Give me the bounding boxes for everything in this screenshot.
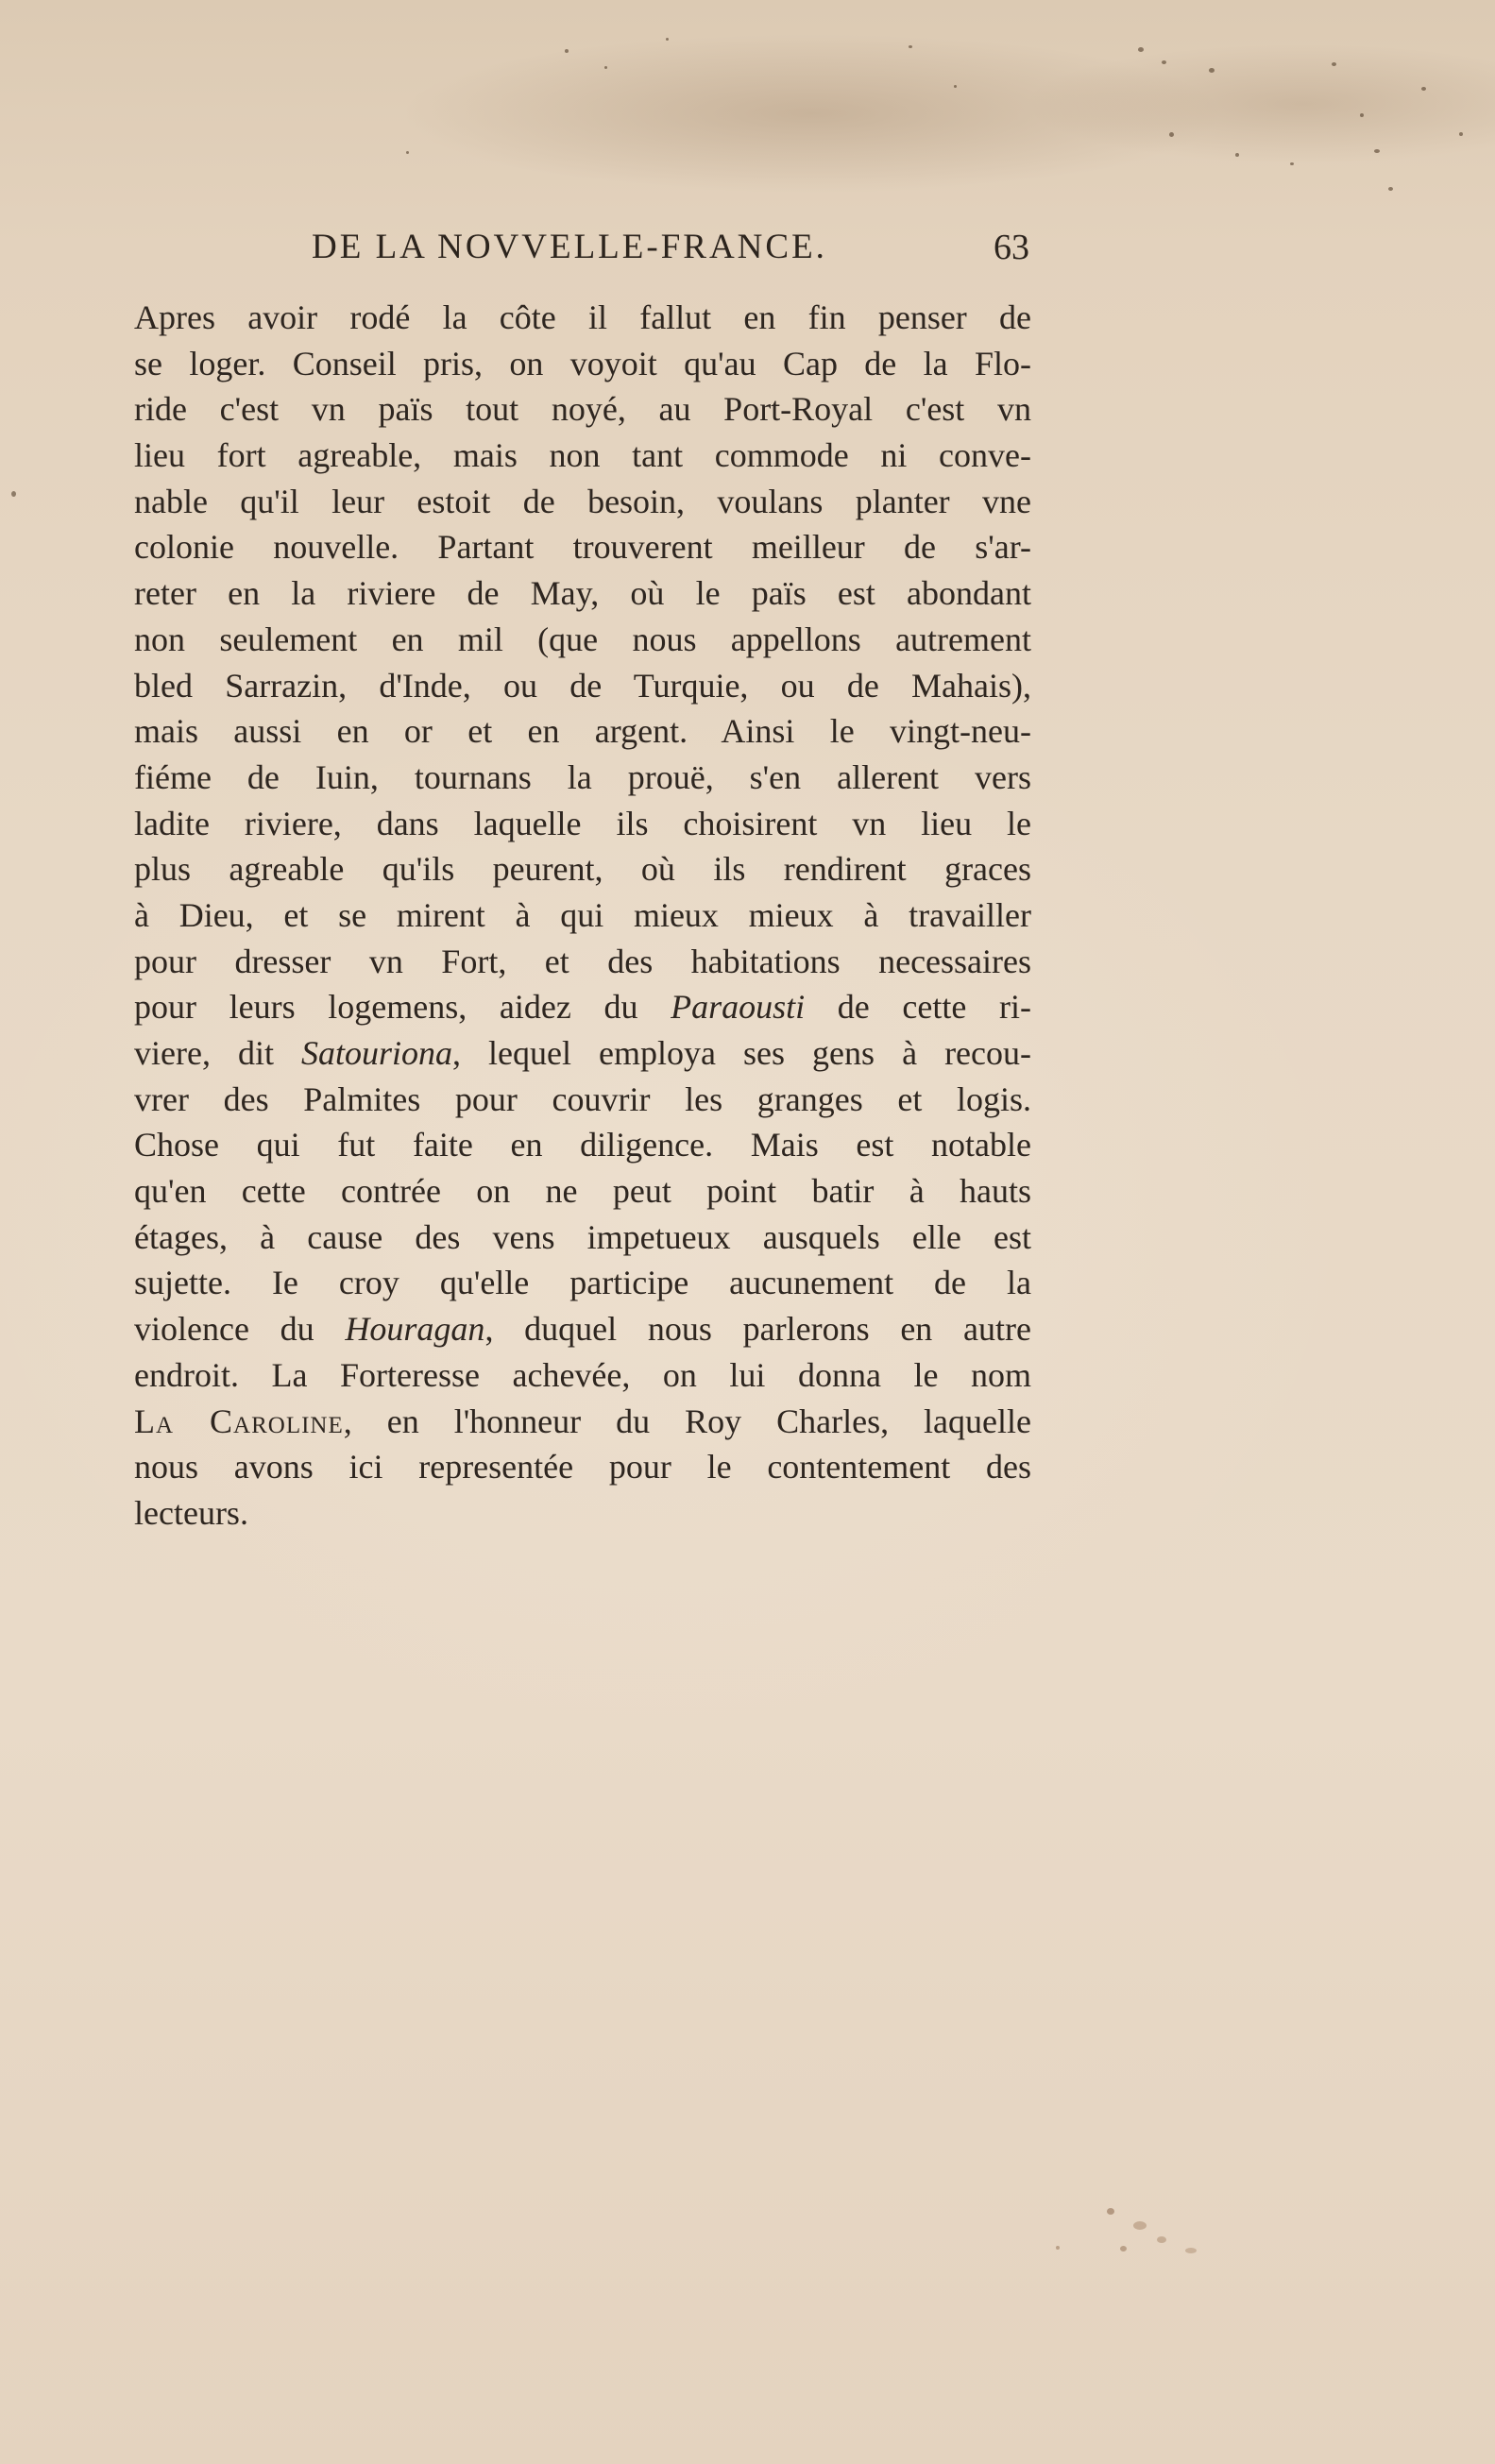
text-segment: viere, dit xyxy=(134,1034,302,1072)
text-segment: de cette ri- xyxy=(805,988,1032,1027)
text-line xyxy=(134,1030,1031,1077)
text-segment: , duquel nous parlerons en autre xyxy=(484,1310,1031,1349)
text-line: nable qu'il leur estoit de besoin, voulans planter vne xyxy=(134,482,1031,520)
text-line xyxy=(134,1399,1031,1445)
page-number: 63 xyxy=(994,228,1029,267)
italic-name-satouriona: Satouriona xyxy=(301,1034,453,1072)
text-line: reter en la riviere de May, où le païs est abondant xyxy=(134,574,1031,613)
text-line: non seulement en mil (que nous appellons autrement xyxy=(134,620,1031,658)
running-title: DE LA NOVVELLE-FRANCE. xyxy=(312,228,827,266)
italic-name-paraousti: Paraousti xyxy=(671,988,806,1027)
text-line: lieu fort agreable, mais non tant commode ni conve- xyxy=(134,436,1031,475)
text-line: mais aussi en or et en argent. Ainsi le vingt-neu- xyxy=(134,712,1031,751)
text-line: vrer des Palmites pour couvrir les granges et logis. xyxy=(134,1079,1031,1118)
text-line: lecteurs. xyxy=(134,1493,248,1532)
text-segment: pour leurs logemens, aidez du xyxy=(134,988,671,1027)
text-line: Chose qui fut faite en diligence. Mais est notable xyxy=(134,1126,1031,1164)
text-line: ride c'est vn païs tout noyé, au Port-Royal c'est vn xyxy=(134,390,1031,429)
text-line xyxy=(134,984,1031,1030)
text-line: qu'en cette contrée on ne peut point batir à hauts xyxy=(134,1172,1031,1211)
text-line: colonie nouvelle. Partant trouverent meilleur de s'ar- xyxy=(134,528,1031,567)
text-line xyxy=(134,1306,1031,1352)
text-line: fiéme de Iuin, tournans la prouë, s'en allerent vers xyxy=(134,757,1031,796)
text-line: à Dieu, et se mirent à qui mieux mieux à travailler xyxy=(134,895,1031,934)
text-line: se loger. Conseil pris, on voyoit qu'au Cap de la Flo- xyxy=(134,344,1031,382)
smallcaps-la-caroline: La Caroline xyxy=(134,1402,344,1440)
text-segment: , lequel employa ses gens à recou- xyxy=(452,1034,1032,1072)
text-line: endroit. La Forteresse achevée, on lui donna le nom xyxy=(134,1355,1031,1394)
body-text xyxy=(134,295,1031,1537)
running-header xyxy=(312,227,1029,283)
text-line: pour dresser vn Fort, et des habitations necessaires xyxy=(134,942,1031,980)
text-line: ladite riviere, dans laquelle ils choisirent vn lieu le xyxy=(134,804,1031,842)
text-segment: , en l'honneur du Roy Charles, laquelle xyxy=(343,1402,1031,1440)
text-line: nous avons ici representée pour le contentement des xyxy=(134,1448,1031,1487)
text-line: plus agreable qu'ils peurent, où ils rendirent graces xyxy=(134,850,1031,889)
text-segment: violence du xyxy=(134,1310,346,1349)
text-line: Apres avoir rodé la côte il fallut en fin penser de xyxy=(134,298,1031,336)
text-line: étages, à cause des vens impetueux ausquels elle est xyxy=(134,1217,1031,1256)
italic-word-houragan: Houragan xyxy=(345,1310,485,1349)
text-line: bled Sarrazin, d'Inde, ou de Turquie, ou de Mahais), xyxy=(134,666,1031,705)
text-line: sujette. Ie croy qu'elle participe aucunement de la xyxy=(134,1264,1031,1302)
